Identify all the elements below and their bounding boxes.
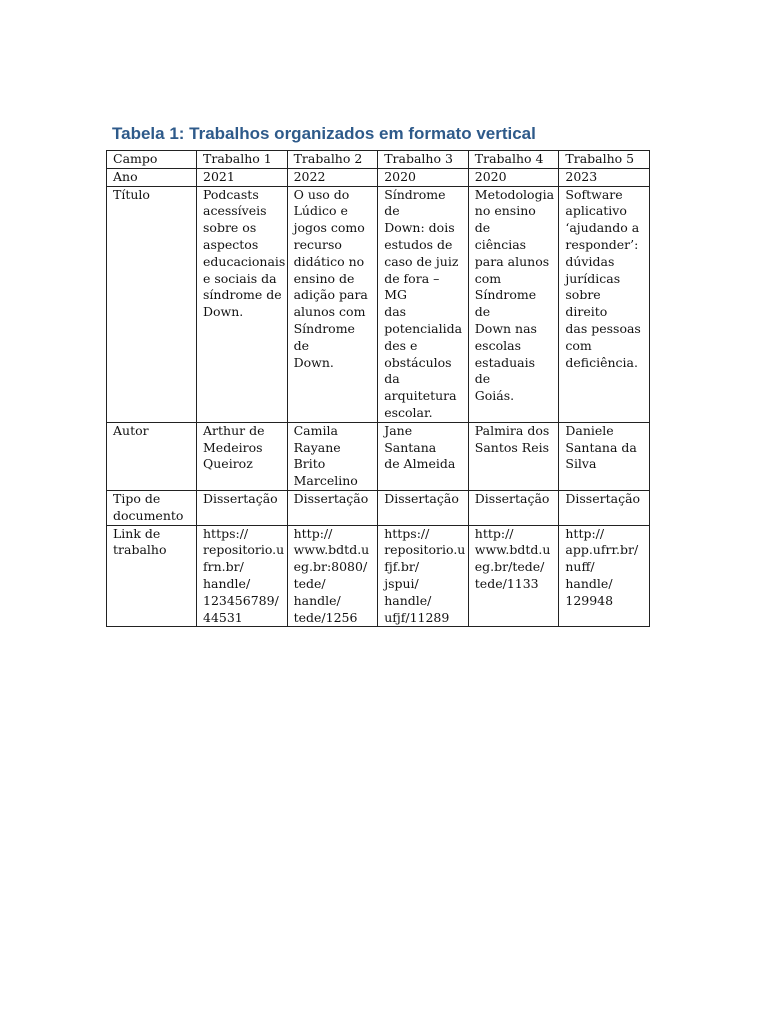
header-cell-trabalho-5: Trabalho 5 xyxy=(559,151,650,169)
works-table xyxy=(106,150,650,627)
row-label-tipo: Tipo de documento xyxy=(107,490,197,525)
cell-titulo-5: Software aplicativo ‘ajudando a responder’: dúvidas jurídicas sobre direito das pessoas com deficiência. xyxy=(559,186,650,422)
cell-link-3: https:// repositorio.u fjf.br/ jspui/ handle/ ufjf/11289 xyxy=(378,525,469,627)
cell-link-2: http:// www.bdtd.u eg.br:8080/ tede/ handle/ tede/1256 xyxy=(287,525,378,627)
header-cell-campo: Campo xyxy=(107,151,197,169)
cell-tipo-2: Dissertação xyxy=(287,490,378,525)
table-row-tipo xyxy=(107,490,650,525)
table-row-autor xyxy=(107,422,650,490)
cell-ano-5: 2023 xyxy=(559,168,650,186)
table-header-row xyxy=(107,151,650,169)
cell-titulo-4: Metodologia no ensino de ciências para alunos com Síndrome de Down nas escolas estaduais de Goiás. xyxy=(468,186,559,422)
table-row-titulo xyxy=(107,186,650,422)
cell-tipo-4: Dissertação xyxy=(468,490,559,525)
cell-titulo-3: Síndrome de Down: dois estudos de caso de juiz de fora – MG das potencialida des e obstáculos da arquitetura escolar. xyxy=(378,186,469,422)
header-cell-trabalho-3: Trabalho 3 xyxy=(378,151,469,169)
table-row-ano xyxy=(107,168,650,186)
cell-link-4: http:// www.bdtd.u eg.br/tede/ tede/1133 xyxy=(468,525,559,627)
cell-autor-1: Arthur de Medeiros Queiroz xyxy=(197,422,288,490)
row-label-ano: Ano xyxy=(107,168,197,186)
table-row-link xyxy=(107,525,650,627)
cell-titulo-1: Podcasts acessíveis sobre os aspectos educacionais e sociais da síndrome de Down. xyxy=(197,186,288,422)
header-cell-trabalho-4: Trabalho 4 xyxy=(468,151,559,169)
row-label-titulo: Título xyxy=(107,186,197,422)
cell-titulo-2: O uso do Lúdico e jogos como recurso didático no ensino de adição para alunos com Síndrome de Down. xyxy=(287,186,378,422)
header-cell-trabalho-2: Trabalho 2 xyxy=(287,151,378,169)
cell-link-1: https:// repositorio.u frn.br/ handle/ 123456789/ 44531 xyxy=(197,525,288,627)
table-caption: Tabela 1: Trabalhos organizados em formato vertical xyxy=(112,124,536,143)
cell-link-5: http:// app.ufrr.br/ nuff/ handle/ 129948 xyxy=(559,525,650,627)
header-cell-trabalho-1: Trabalho 1 xyxy=(197,151,288,169)
cell-ano-2: 2022 xyxy=(287,168,378,186)
cell-autor-4: Palmira dos Santos Reis xyxy=(468,422,559,490)
row-label-link: Link de trabalho xyxy=(107,525,197,627)
cell-ano-1: 2021 xyxy=(197,168,288,186)
cell-tipo-1: Dissertação xyxy=(197,490,288,525)
cell-autor-5: Daniele Santana da Silva xyxy=(559,422,650,490)
cell-autor-2: Camila Rayane Brito Marcelino xyxy=(287,422,378,490)
cell-tipo-5: Dissertação xyxy=(559,490,650,525)
row-label-autor: Autor xyxy=(107,422,197,490)
cell-ano-4: 2020 xyxy=(468,168,559,186)
cell-tipo-3: Dissertação xyxy=(378,490,469,525)
cell-ano-3: 2020 xyxy=(378,168,469,186)
cell-autor-3: Jane Santana de Almeida xyxy=(378,422,469,490)
